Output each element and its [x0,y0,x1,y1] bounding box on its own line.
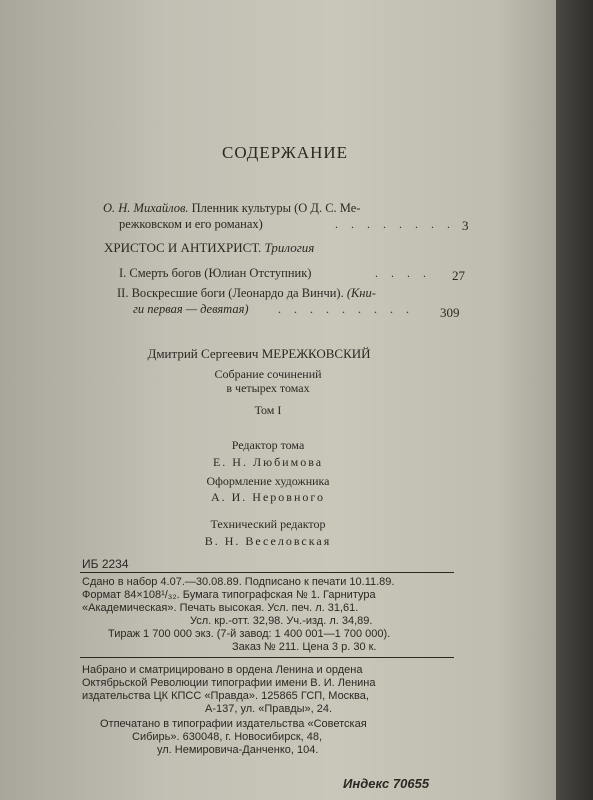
next-page-edge [556,0,593,800]
trilogy-title: ХРИСТОС И АНТИХРИСТ. [104,240,262,255]
tech-editor-name: В. Н. Веселовская [204,534,332,548]
collection-line2: в четырех томах [226,381,310,395]
toc-entry-1-author: О. Н. Михайлов. [103,201,189,215]
toc-entry-3-page: 309 [440,305,460,320]
design-label: Оформление художника [206,474,330,488]
divider-top [80,572,454,573]
toc-entry-1-dots: . . . . . . . . [335,217,455,231]
toc-entry-2-dots: . . . . [375,266,431,280]
trilogy-heading [104,240,314,256]
index-number: Индекс 70655 [343,776,430,791]
print-info-line-3: «Академическая». Печать высокая. Усл. печ. л. 31,61. [82,602,359,614]
printer-info-line-7: ул. Немировича-Данченко, 104. [157,744,319,756]
toc-entry-1-title: Пленник культуры (О Д. С. Ме- [191,201,361,215]
print-info-line-6: Заказ № 211. Цена 3 р. 30 к. [232,641,377,653]
toc-entry-3-title: II. Воскресшие боги (Леонардо да Винчи). [117,286,344,300]
toc-entry-3-line1 [117,286,376,301]
ib-number: ИБ 2234 [82,557,129,571]
toc-entry-3-note: (Кни- [346,286,376,300]
print-info-line-1: Сдано в набор 4.07.—30.08.89. Подписано к печати 10.11.89. [82,576,395,588]
volume-label: Том I [254,403,282,417]
collection-line1: Собрание сочинений [214,367,322,381]
toc-entry-3-dots: . . . . . . . . . [278,302,414,316]
toc-entry-1-line2: режковском и его романах) [119,217,263,231]
toc-entry-1-line1 [103,201,360,216]
printer-info-line-3: издательства ЦК КПСС «Правда». 125865 ГСП, Москва, [82,690,369,702]
colophon-author: Дмитрий Сергеевич МЕРЕЖКОВСКИЙ [147,346,371,361]
toc-entry-3-line2: ги первая — девятая) [133,302,249,316]
editor-name: Е. Н. Любимова [212,455,324,469]
printer-info-line-6: Сибирь». 630048, г. Новосибирск, 48, [132,731,323,743]
tech-editor-label: Технический редактор [210,517,326,531]
printer-info-line-4: А-137, ул. «Правды», 24. [205,703,333,715]
print-info-line-2: Формат 84×108¹/₃₂. Бумага типографская № 1. Гарнитура [82,589,376,601]
toc-entry-2-text: I. Смерть богов (Юлиан Отступник) [119,266,312,280]
trilogy-subtitle: Трилогия [264,240,315,255]
print-info-line-5: Тираж 1 700 000 экз. (7-й завод: 1 400 001—1 700 000). [108,628,391,640]
toc-entry-1-page: 3 [462,218,469,233]
toc-entry-2-page: 27 [452,268,465,283]
print-info-line-4: Усл. кр.-отт. 32,98. Уч.-изд. л. 34,89. [190,615,373,627]
design-name: А. И. Неровного [210,490,326,504]
printer-info-line-5: Отпечатано в типографии издательства «Советская [100,718,367,730]
printer-info-line-1: Набрано и сматрицировано в ордена Ленина и ордена [82,664,363,676]
divider-bottom [80,657,454,658]
editor-label: Редактор тома [231,438,305,452]
printer-info-line-2: Октябрьской Революции типографии имени В. И. Ленина [82,677,376,689]
page-title: СОДЕРЖАНИЕ [222,143,349,162]
